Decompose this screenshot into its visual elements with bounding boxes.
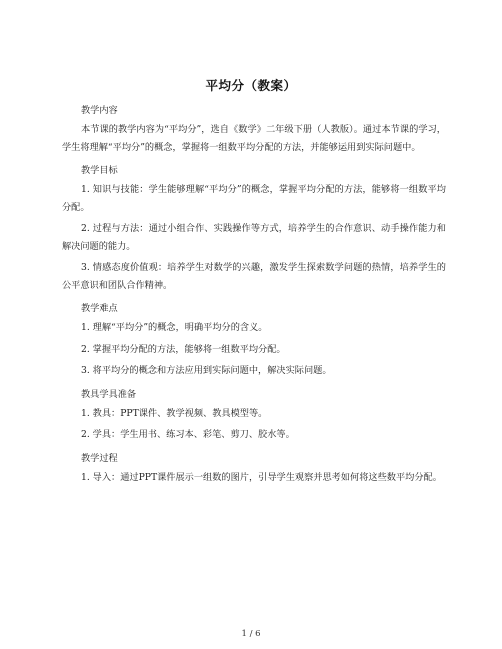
page-number: 1 / 6 [241, 629, 261, 639]
list-item: 1. 教具：PPT课件、教学视频、教具模型等。 [81, 407, 268, 419]
list-item: 1. 导入：通过PPT课件展示一组数的图片，引导学生观察并思考如何将这些数平均分配。 [81, 471, 442, 483]
section-heading: 教学内容 [81, 105, 118, 116]
list-item: 2. 过程与方法：通过小组合作、实践操作等方式，培养学生的合作意识、动手操作能力和解决问题的能力。 [62, 223, 446, 252]
section-heading: 教具学具准备 [81, 388, 137, 400]
section-heading: 教学过程 [81, 452, 118, 464]
section-teaching-content [62, 100, 446, 156]
document-body [62, 100, 446, 490]
list-item: 2. 学具：学生用书、练习本、彩笔、剪刀、胶水等。 [81, 429, 295, 440]
section-teaching-aids [62, 384, 446, 444]
list-item: 2. 掌握平均分配的方法，能够将一组数平均分配。 [81, 343, 286, 355]
section-teaching-process [62, 448, 446, 487]
paragraph: 本节课的教学内容为“平均分”，选自《数学》二年级下册（人教版）。通过本节课的学习，学生将理解“平均分”的概念，掌握将一组数平均分配的方法，并能够运用到实际问题中。 [62, 124, 446, 153]
list-item: 3. 情感态度价值观：培养学生对数学的兴趣，激发学生探索数学问题的热情，培养学生的公平意识和团队合作精神。 [62, 262, 446, 291]
section-heading: 教学难点 [81, 303, 118, 314]
section-teaching-difficulties [62, 298, 446, 380]
list-item: 1. 理解“平均分”的概念，明确平均分的含义。 [81, 322, 268, 333]
document-title: 平均分（教案） [205, 78, 297, 93]
list-item: 3. 将平均分的概念和方法应用到实际问题中，解决实际问题。 [81, 365, 332, 376]
section-teaching-goals [62, 160, 446, 294]
list-item: 1. 知识与技能：学生能够理解“平均分”的概念，掌握平均分配的方法，能够将一组数平均分配。 [62, 184, 446, 213]
section-heading: 教学目标 [81, 165, 118, 176]
